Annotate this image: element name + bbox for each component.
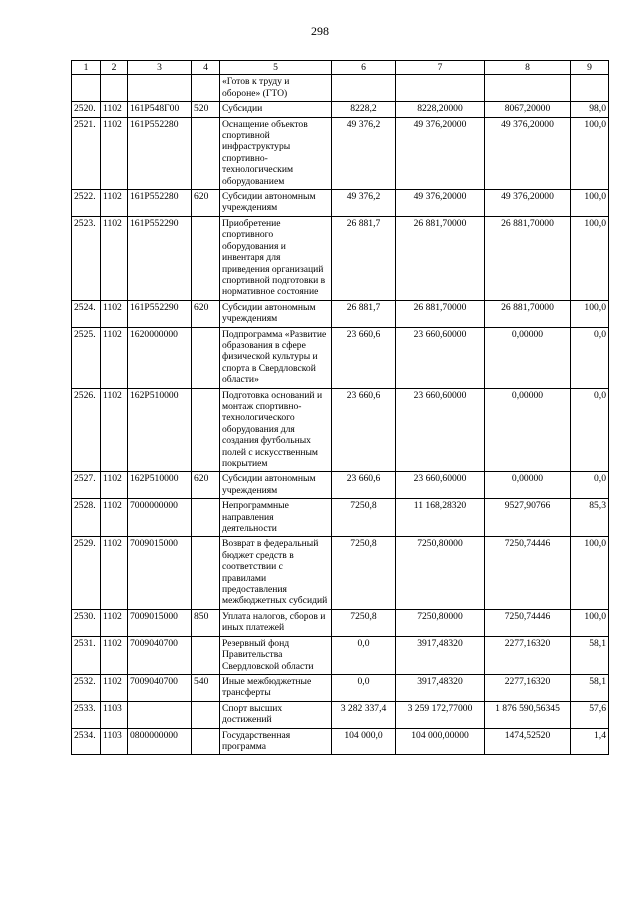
execution-percent-cell: 0,0 <box>571 472 609 499</box>
approved-amount-cell: 0,0 <box>332 636 396 674</box>
expense-type-cell: 620 <box>192 190 220 217</box>
approved-amount-cell: 23 660,6 <box>332 327 396 388</box>
execution-percent-cell: 100,0 <box>571 609 609 636</box>
adjusted-amount-cell: 23 660,60000 <box>396 327 485 388</box>
item-name-cell: Оснащение объектов спортивной инфраструктуры спортивно-технологическим оборудованием <box>220 117 332 189</box>
column-header-1: 1 <box>72 61 101 75</box>
expense-type-cell: 540 <box>192 674 220 701</box>
section-code-cell: 1102 <box>101 388 128 472</box>
row-number-cell: 2534. <box>72 728 101 755</box>
table-row <box>72 472 609 499</box>
table-row <box>72 190 609 217</box>
page-number: 298 <box>311 24 329 38</box>
row-number-cell: 2523. <box>72 216 101 300</box>
target-article-cell: 162P510000 <box>128 472 192 499</box>
approved-amount-cell: 49 376,2 <box>332 190 396 217</box>
target-article-cell: 7009015000 <box>128 537 192 609</box>
adjusted-amount-cell: 49 376,20000 <box>396 117 485 189</box>
executed-amount-cell: 0,00000 <box>485 388 571 472</box>
section-code-cell: 1102 <box>101 636 128 674</box>
executed-amount-cell: 8067,20000 <box>485 102 571 117</box>
approved-amount-cell: 49 376,2 <box>332 117 396 189</box>
approved-amount-cell: 8228,2 <box>332 102 396 117</box>
row-number-cell: 2524. <box>72 300 101 327</box>
table-header <box>72 61 609 75</box>
item-name-cell: Субсидии <box>220 102 332 117</box>
approved-amount-cell: 7250,8 <box>332 537 396 609</box>
column-header-9: 9 <box>571 61 609 75</box>
item-name-cell: Подпрограмма «Развитие образования в сфере физической культуры и спорта в Свердловской области» <box>220 327 332 388</box>
executed-amount-cell: 49 376,20000 <box>485 117 571 189</box>
column-header-8: 8 <box>485 61 571 75</box>
adjusted-amount-cell: 26 881,70000 <box>396 216 485 300</box>
target-article-cell: 161P548Г00 <box>128 102 192 117</box>
item-name-cell: Государственная программа <box>220 728 332 755</box>
execution-percent-cell: 100,0 <box>571 216 609 300</box>
executed-amount-cell: 26 881,70000 <box>485 216 571 300</box>
table-row <box>72 327 609 388</box>
execution-percent-cell: 100,0 <box>571 190 609 217</box>
target-article-cell: 7009015000 <box>128 609 192 636</box>
expense-type-cell <box>192 75 220 102</box>
item-name-cell: Субсидии автономным учреждениям <box>220 300 332 327</box>
expense-type-cell <box>192 728 220 755</box>
item-name-cell: Подготовка оснований и монтаж спортивно-технологического оборудования для создания футбольных полей с искусственным покрытием <box>220 388 332 472</box>
column-header-4: 4 <box>192 61 220 75</box>
section-code-cell: 1102 <box>101 216 128 300</box>
expense-type-cell <box>192 327 220 388</box>
adjusted-amount-cell: 23 660,60000 <box>396 472 485 499</box>
row-number-cell: 2520. <box>72 102 101 117</box>
approved-amount-cell: 0,0 <box>332 674 396 701</box>
item-name-cell: Спорт высших достижений <box>220 701 332 728</box>
table-row <box>72 300 609 327</box>
table-row <box>72 674 609 701</box>
target-article-cell: 7000000000 <box>128 499 192 537</box>
table-row <box>72 388 609 472</box>
executed-amount-cell: 49 376,20000 <box>485 190 571 217</box>
adjusted-amount-cell: 3 259 172,77000 <box>396 701 485 728</box>
row-number-cell: 2525. <box>72 327 101 388</box>
section-code-cell: 1102 <box>101 190 128 217</box>
row-number-cell: 2528. <box>72 499 101 537</box>
expense-type-cell: 620 <box>192 300 220 327</box>
approved-amount-cell: 23 660,6 <box>332 472 396 499</box>
target-article-cell: 7009040700 <box>128 636 192 674</box>
execution-percent-cell: 58,1 <box>571 636 609 674</box>
approved-amount-cell: 26 881,7 <box>332 300 396 327</box>
executed-amount-cell: 7250,74446 <box>485 537 571 609</box>
adjusted-amount-cell: 7250,80000 <box>396 537 485 609</box>
section-code-cell: 1102 <box>101 327 128 388</box>
table-body <box>72 75 609 755</box>
section-code-cell: 1102 <box>101 674 128 701</box>
table-row <box>72 117 609 189</box>
target-article-cell: 0800000000 <box>128 728 192 755</box>
section-code-cell: 1103 <box>101 728 128 755</box>
expense-type-cell <box>192 216 220 300</box>
execution-percent-cell <box>571 75 609 102</box>
target-article-cell: 161P552280 <box>128 190 192 217</box>
row-number-cell: 2529. <box>72 537 101 609</box>
execution-percent-cell: 100,0 <box>571 537 609 609</box>
table-row <box>72 499 609 537</box>
executed-amount-cell: 9527,90766 <box>485 499 571 537</box>
execution-percent-cell: 1,4 <box>571 728 609 755</box>
item-name-cell: Резервный фонд Правительства Свердловской области <box>220 636 332 674</box>
expense-type-cell <box>192 701 220 728</box>
target-article-cell <box>128 75 192 102</box>
target-article-cell: 162P510000 <box>128 388 192 472</box>
approved-amount-cell: 23 660,6 <box>332 388 396 472</box>
column-header-7: 7 <box>396 61 485 75</box>
item-name-cell: Приобретение спортивного оборудования и инвентаря для приведения организаций спортивной подготовки в нормативное состояние <box>220 216 332 300</box>
section-code-cell: 1103 <box>101 701 128 728</box>
executed-amount-cell: 0,00000 <box>485 327 571 388</box>
expense-type-cell: 620 <box>192 472 220 499</box>
adjusted-amount-cell: 3917,48320 <box>396 674 485 701</box>
column-header-2: 2 <box>101 61 128 75</box>
row-number-cell: 2521. <box>72 117 101 189</box>
expense-type-cell <box>192 499 220 537</box>
item-name-cell: Возврат в федеральный бюджет средств в соответствии с правилами предоставления межбюджетных субсидий <box>220 537 332 609</box>
section-code-cell: 1102 <box>101 472 128 499</box>
table-row <box>72 537 609 609</box>
approved-amount-cell: 7250,8 <box>332 499 396 537</box>
target-article-cell: 161P552280 <box>128 117 192 189</box>
table-row <box>72 216 609 300</box>
item-name-cell: «Готов к труду и обороне» (ГТО) <box>220 75 332 102</box>
execution-percent-cell: 98,0 <box>571 102 609 117</box>
adjusted-amount-cell: 104 000,00000 <box>396 728 485 755</box>
section-code-cell: 1102 <box>101 117 128 189</box>
header-row <box>72 61 609 75</box>
adjusted-amount-cell <box>396 75 485 102</box>
row-number-cell: 2526. <box>72 388 101 472</box>
execution-percent-cell: 0,0 <box>571 327 609 388</box>
adjusted-amount-cell: 7250,80000 <box>396 609 485 636</box>
execution-percent-cell: 100,0 <box>571 300 609 327</box>
expense-type-cell: 520 <box>192 102 220 117</box>
target-article-cell: 161P552290 <box>128 216 192 300</box>
executed-amount-cell: 2277,16320 <box>485 674 571 701</box>
section-code-cell: 1102 <box>101 499 128 537</box>
row-number-cell: 2533. <box>72 701 101 728</box>
column-header-3: 3 <box>128 61 192 75</box>
approved-amount-cell: 7250,8 <box>332 609 396 636</box>
budget-table <box>71 60 609 755</box>
expense-type-cell <box>192 636 220 674</box>
executed-amount-cell: 26 881,70000 <box>485 300 571 327</box>
section-code-cell: 1102 <box>101 537 128 609</box>
expense-type-cell <box>192 117 220 189</box>
approved-amount-cell <box>332 75 396 102</box>
item-name-cell: Уплата налогов, сборов и иных платежей <box>220 609 332 636</box>
table-row <box>72 728 609 755</box>
row-number-cell: 2527. <box>72 472 101 499</box>
approved-amount-cell: 3 282 337,4 <box>332 701 396 728</box>
row-number-cell <box>72 75 101 102</box>
table-row <box>72 701 609 728</box>
section-code-cell <box>101 75 128 102</box>
adjusted-amount-cell: 11 168,28320 <box>396 499 485 537</box>
executed-amount-cell: 0,00000 <box>485 472 571 499</box>
execution-percent-cell: 85,3 <box>571 499 609 537</box>
execution-percent-cell: 100,0 <box>571 117 609 189</box>
item-name-cell: Иные межбюджетные трансферты <box>220 674 332 701</box>
executed-amount-cell: 2277,16320 <box>485 636 571 674</box>
row-number-cell: 2532. <box>72 674 101 701</box>
approved-amount-cell: 104 000,0 <box>332 728 396 755</box>
adjusted-amount-cell: 8228,20000 <box>396 102 485 117</box>
expense-type-cell <box>192 537 220 609</box>
row-number-cell: 2530. <box>72 609 101 636</box>
executed-amount-cell: 7250,74446 <box>485 609 571 636</box>
table-row <box>72 75 609 102</box>
expense-type-cell: 850 <box>192 609 220 636</box>
item-name-cell: Непрограммные направления деятельности <box>220 499 332 537</box>
row-number-cell: 2531. <box>72 636 101 674</box>
executed-amount-cell <box>485 75 571 102</box>
section-code-cell: 1102 <box>101 609 128 636</box>
executed-amount-cell: 1474,52520 <box>485 728 571 755</box>
table-row <box>72 636 609 674</box>
item-name-cell: Субсидии автономным учреждениям <box>220 190 332 217</box>
item-name-cell: Субсидии автономным учреждениям <box>220 472 332 499</box>
section-code-cell: 1102 <box>101 102 128 117</box>
execution-percent-cell: 0,0 <box>571 388 609 472</box>
row-number-cell: 2522. <box>72 190 101 217</box>
adjusted-amount-cell: 23 660,60000 <box>396 388 485 472</box>
column-header-6: 6 <box>332 61 396 75</box>
execution-percent-cell: 58,1 <box>571 674 609 701</box>
table-row <box>72 609 609 636</box>
table-row <box>72 102 609 117</box>
target-article-cell: 1620000000 <box>128 327 192 388</box>
adjusted-amount-cell: 3917,48320 <box>396 636 485 674</box>
target-article-cell: 7009040700 <box>128 674 192 701</box>
approved-amount-cell: 26 881,7 <box>332 216 396 300</box>
section-code-cell: 1102 <box>101 300 128 327</box>
executed-amount-cell: 1 876 590,56345 <box>485 701 571 728</box>
target-article-cell: 161P552290 <box>128 300 192 327</box>
adjusted-amount-cell: 26 881,70000 <box>396 300 485 327</box>
column-header-5: 5 <box>220 61 332 75</box>
target-article-cell <box>128 701 192 728</box>
expense-type-cell <box>192 388 220 472</box>
execution-percent-cell: 57,6 <box>571 701 609 728</box>
adjusted-amount-cell: 49 376,20000 <box>396 190 485 217</box>
